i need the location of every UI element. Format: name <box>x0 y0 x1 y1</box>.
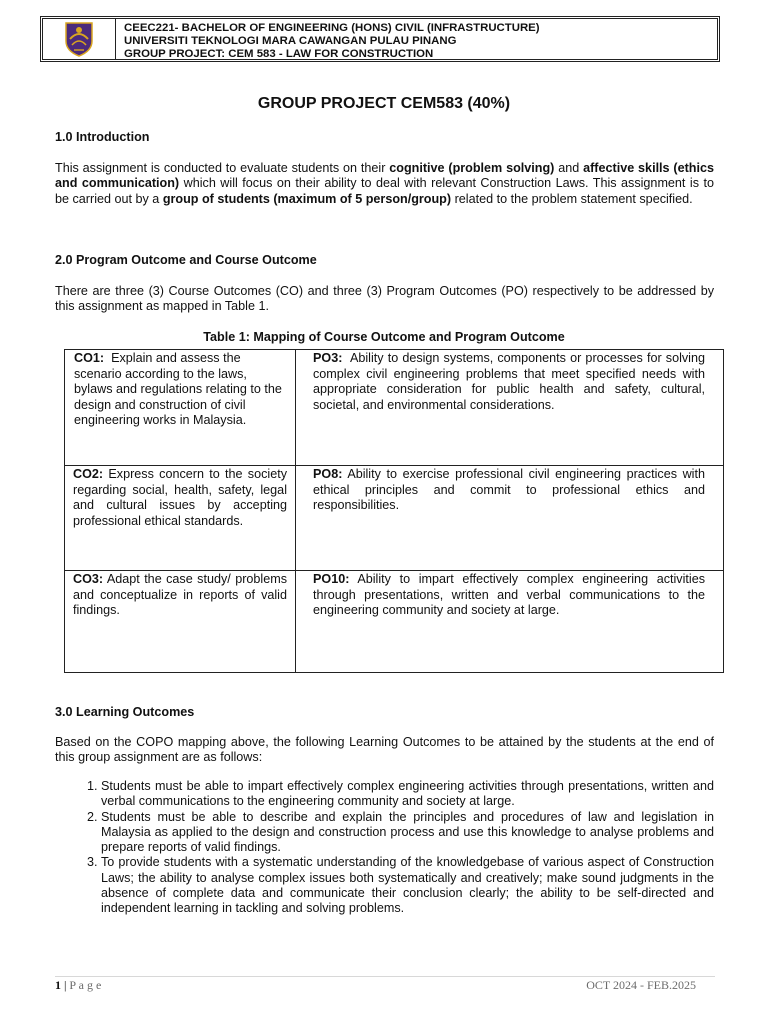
copo-mapping-table <box>64 349 724 673</box>
table-caption: Table 1: Mapping of Course Outcome and Program Outcome <box>203 330 565 344</box>
intro-text-3: which will focus on their ability to deal with relevant Construction Laws. This assignment is to be carried out by a <box>55 176 714 206</box>
list-item: 1. Students must be able to impart effectively complex engineering activities through presentations, written and verbal communications to the engineering community and society at large. <box>101 779 714 810</box>
footer-divider <box>55 976 715 977</box>
intro-text-1: This assignment is conducted to evaluate students on their <box>55 161 390 175</box>
outcomes-heading: 2.0 Program Outcome and Course Outcome <box>55 253 317 267</box>
intro-bold-2: affective skills (ethics and communication) <box>55 161 715 191</box>
table-row <box>65 571 724 673</box>
po-cell <box>296 571 724 673</box>
list-item: 3. To provide students with a systematic understanding of the knowledgebase of various aspect of Construction Laws; the ability to analyse complex issues both systematically and creatively; make sound judgments in the absence of complete data and communicate their conclusion clearly; the ability to be self-directed and independent learning in tackling and solving problems. <box>101 855 714 916</box>
page-number-value: 1 <box>55 978 61 992</box>
logo-cell <box>43 19 116 59</box>
page-number <box>55 978 101 993</box>
po-text: Ability to design systems, components or processes for solving complex civil engineering problems that meet specified needs with appropriate consideration for public health and safety, cultural, societal, and environmental considerations. <box>313 351 705 412</box>
co-code: CO2: <box>73 467 104 481</box>
document-header <box>40 16 720 62</box>
po-cell <box>296 350 724 466</box>
table-row <box>65 350 724 466</box>
intro-heading: 1.0 Introduction <box>55 130 150 144</box>
page-title: GROUP PROJECT CEM583 (40%) <box>257 95 511 112</box>
session-label: OCT 2024 - FEB.2025 <box>586 978 696 992</box>
header-programme: CEEC221- BACHELOR OF ENGINEERING (HONS) CIVIL (INFRASTRUCTURE) <box>124 22 540 34</box>
outcomes-paragraph: There are three (3) Course Outcomes (CO) and three (3) Program Outcomes (PO) respectively to be addressed by this assignment as mapped in Table 1. <box>55 284 714 314</box>
po-code: PO3: <box>313 351 343 365</box>
co-code: CO1: <box>74 351 105 365</box>
co-cell <box>65 466 296 571</box>
list-item: 2. Students must be able to describe and explain the principles and procedures of law and legislation in Malaysia as applied to the design and construction process and use this knowledge to analyse problems and prepare reports of valid findings. <box>101 810 714 856</box>
po-code: PO8: <box>313 467 343 481</box>
learning-paragraph: Based on the COPO mapping above, the following Learning Outcomes to be attained by the students at the end of this group assignment are as follows: <box>55 735 714 765</box>
table-row <box>65 466 724 571</box>
page-label: P a g e <box>69 978 102 992</box>
uitm-crest-icon <box>64 21 94 57</box>
learning-heading: 3.0 Learning Outcomes <box>55 705 195 719</box>
header-university: UNIVERSITI TEKNOLOGI MARA CAWANGAN PULAU PINANG <box>124 35 457 47</box>
co-text: Express concern to the society regarding social, health, safety, legal and cultural issues by accepting professional ethical standards. <box>73 467 287 528</box>
intro-bold-3: group of students (maximum of 5 person/group) <box>162 191 452 206</box>
intro-paragraph <box>55 161 714 207</box>
header-project: GROUP PROJECT: CEM 583 - LAW FOR CONSTRUCTION <box>124 48 434 60</box>
po-cell <box>296 466 724 571</box>
co-code: CO3: <box>73 572 104 586</box>
po-code: PO10: <box>313 572 350 586</box>
co-text: Explain and assess the scenario according to the laws, bylaws and regulations relating to the design and construction of civil engineering works in Malaysia. <box>74 351 282 427</box>
intro-text-2: and <box>554 161 584 175</box>
co-text: Adapt the case study/ problems and conceptualize in reports of valid findings. <box>73 572 287 617</box>
page-separator: | <box>61 978 70 992</box>
po-text: Ability to impart effectively complex engineering activities through presentations, written and verbal communications to the engineering community and society at large. <box>313 572 705 617</box>
co-cell <box>65 571 296 673</box>
learning-outcomes-list <box>55 779 714 917</box>
intro-text-4: related to the problem statement specified. <box>451 191 693 206</box>
co-cell <box>65 350 296 466</box>
header-text <box>116 19 540 59</box>
intro-bold-1: cognitive (problem solving) <box>389 161 555 175</box>
po-text: Ability to exercise professional civil engineering practices with ethical principles and commit to professional ethics and responsibilities. <box>313 467 705 512</box>
